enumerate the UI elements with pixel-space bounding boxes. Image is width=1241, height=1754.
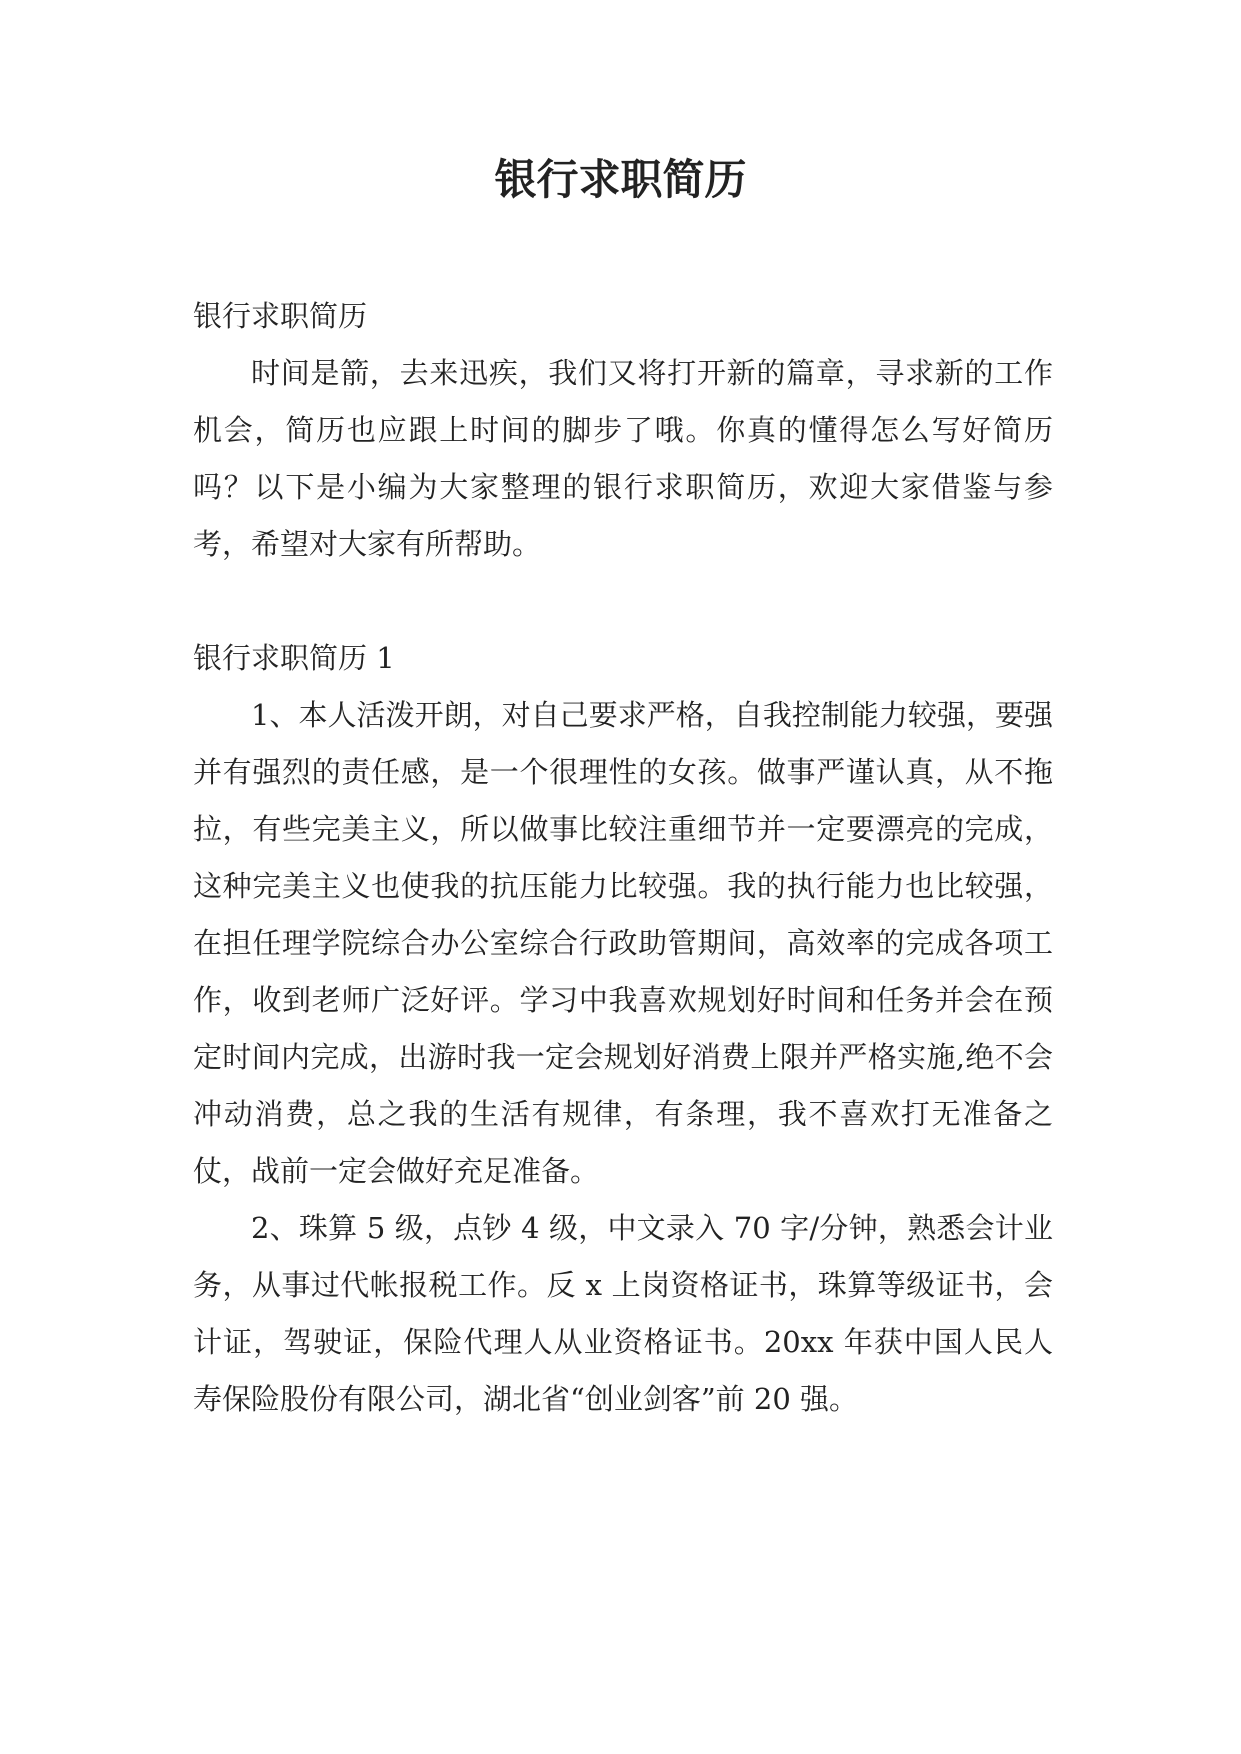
resume1-heading: 银行求职简历 1 bbox=[193, 641, 395, 675]
intro-paragraph: 时间是箭，去来迅疾，我们又将打开新的篇章，寻求新的工作机会，简历也应跟上时间的脚步了哦。你真的懂得怎么写好简历吗？以下是小编为大家整理的银行求职简历，欢迎大家借鉴与参考，希望对大家有所帮助。 bbox=[193, 356, 1053, 561]
resume1-item-2: 2、珠算 5 级，点钞 4 级，中文录入 70 字/分钟，熟悉会计业务，从事过代帐报税工作。反 x 上岗资格证书，珠算等级证书，会计证，驾驶证，保险代理人从业资格证书。20xx 年获中国人民人寿保险股份有限公司，湖北省“创业剑客”前 20 强。 bbox=[193, 1211, 1053, 1416]
document-title: 银行求职简历 bbox=[494, 155, 747, 204]
paragraph-spacer bbox=[193, 573, 1053, 630]
resume1-item-1: 1、本人活泼开朗，对自己要求严格，自我控制能力较强，要强并有强烈的责任感，是一个很理性的女孩。做事严谨认真，从不拖拉，有些完美主义，所以做事比较注重细节并一定要漂亮的完成，这种完美主义也使我的抗压能力比较强。我的执行能力也比较强，在担任理学院综合办公室综合行政助管期间，高效率的完成各项工作，收到老师广泛好评。学习中我喜欢规划好时间和任务并会在预定时间内完成，出游时我一定会规划好消费上限并严格实施,绝不会冲动消费，总之我的生活有规律，有条理，我不喜欢打无准备之仗，战前一定会做好充足准备。 bbox=[193, 698, 1053, 1188]
document-body bbox=[193, 288, 1053, 1428]
intro-heading: 银行求职简历 bbox=[193, 299, 368, 333]
